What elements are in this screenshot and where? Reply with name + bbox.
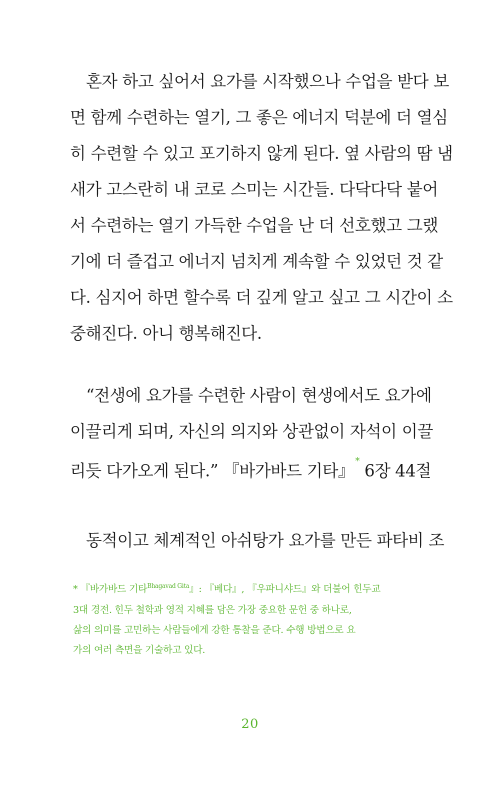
citation: 6장 44절 — [359, 461, 432, 481]
text-line: 면 함께 수련하는 열기, 그 좋은 에너지 덕분에 더 열심 — [70, 108, 448, 127]
text-line: 기에 더 즐겁고 에너지 넘치게 계속할 수 있었던 것 같 — [70, 252, 443, 271]
footnote-line: 3대 경전. 힌두 철학과 영적 지혜를 담은 가장 중요한 문헌 중 하나로, — [73, 605, 352, 616]
footnote-original-title: Bhagavad Gita — [147, 583, 190, 590]
text-line: 히 수련할 수 있고 포기하지 않게 된다. 옆 사람의 땀 냄 — [70, 144, 453, 163]
footnote-text: 『바가바드 기타 — [77, 584, 148, 595]
footnote-marker: * — [355, 457, 360, 467]
footnote-text: 』: 『베다』, 『우파니샤드』와 더불어 힌두교 — [189, 584, 381, 595]
body-paragraph-1 — [70, 64, 453, 352]
text-line: 혼자 하고 싶어서 요가를 시작했으나 수업을 받다 보 — [86, 72, 450, 91]
text-line: “전생에 요가를 수련한 사람이 현생에서도 요가에 — [86, 386, 432, 405]
footnote-marker: * — [73, 584, 78, 595]
text-line: 동적이고 체계적인 아쉬탕가 요가를 만든 파타비 조 — [86, 531, 445, 550]
footnote-line — [73, 580, 451, 601]
quote-text: 리듯 다가오게 된다.” 『바가바드 기타』 — [70, 461, 355, 481]
text-line: 이끌리게 되며, 자신의 의지와 상관없이 자석이 이끌 — [70, 422, 434, 441]
body-paragraph-3 — [70, 523, 450, 559]
footnote-line: 가의 여러 측면을 기술하고 있다. — [73, 645, 206, 656]
text-line-with-citation — [70, 450, 450, 490]
text-line: 중해진다. 아니 행복해진다. — [70, 324, 262, 343]
text-line: 서 수련하는 열기 가득한 수업을 난 더 선호했고 그랬 — [70, 216, 438, 235]
footnote — [73, 580, 451, 661]
quote-paragraph — [70, 378, 450, 490]
page-number: 20 — [241, 717, 259, 732]
text-line: 새가 고스란히 내 코로 스미는 시간들. 다닥다닥 붙어 — [70, 180, 438, 199]
footnote-line: 삶의 의미를 고민하는 사람들에게 강한 통찰을 준다. 수행 방법으로 요 — [73, 625, 356, 636]
text-line: 다. 심지어 하면 할수록 더 깊게 알고 싶고 그 시간이 소 — [70, 288, 453, 307]
